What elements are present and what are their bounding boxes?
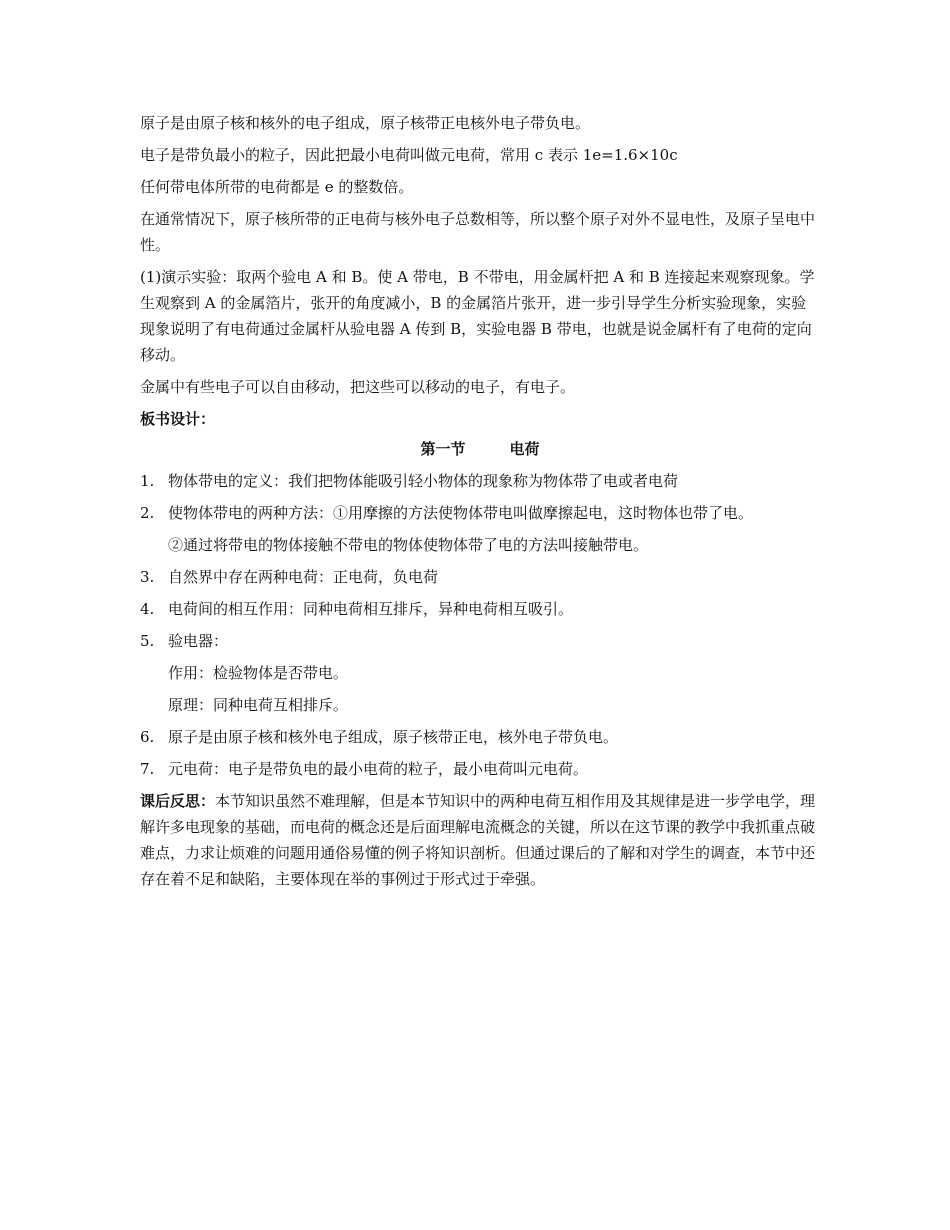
list-item xyxy=(140,724,820,750)
section-number: 第一节 xyxy=(420,440,466,458)
list-number: 5. xyxy=(140,632,155,650)
list-number: 7. xyxy=(140,760,155,778)
list-number: 2. xyxy=(140,504,155,522)
section-title xyxy=(140,436,820,462)
list-item xyxy=(140,468,820,494)
reflection-text: 本节知识虽然不难理解，但是本节知识中的两种电荷互相作用及其规律是进一步学电学，理解许多电现象的基础，而电荷的概念还是后面理解电流概念的关键，所以在这节课的教学中我抓重点破难点，力求让烦难的问题用通俗易懂的例子将知识剖析。但通过课后的了解和对学生的调查，本节中还存在着不足和缺陷，主要体现在举的事例过于形式过于牵强。 xyxy=(140,792,816,888)
board-list xyxy=(140,468,820,782)
list-number: 3. xyxy=(140,568,155,586)
list-item xyxy=(140,596,820,622)
paragraph-integer-multiple: 任何带电体所带的电荷都是 e 的整数倍。 xyxy=(140,178,414,196)
list-item xyxy=(140,756,820,782)
list-item xyxy=(140,564,820,590)
list-number: 4. xyxy=(140,600,155,618)
list-subline: ②通过将带电的物体接触不带电的物体使物体带了电的方法叫接触带电。 xyxy=(168,536,649,554)
list-item xyxy=(140,500,820,558)
list-text: 物体带电的定义：我们把物体能吸引轻小物体的现象称为物体带了电或者电荷 xyxy=(168,472,679,490)
list-text: 使物体带电的两种方法：①用摩擦的方法使物体带电叫做摩擦起电，这时物体也带了电。 xyxy=(168,504,754,522)
list-text: 自然界中存在两种电荷：正电荷，负电荷 xyxy=(168,568,439,586)
list-text: 元电荷：电子是带负电的最小电荷的粒子，最小电荷叫元电荷。 xyxy=(168,760,589,778)
paragraph-free-electrons: 金属中有些电子可以自由移动，把这些可以移动的电子，有电子。 xyxy=(140,378,576,396)
paragraph-atom-structure: 原子是由原子核和核外的电子组成，原子核带正电核外电子带负电。 xyxy=(140,114,591,132)
list-text: 电荷间的相互作用：同种电荷相互排斥，异种电荷相互吸引。 xyxy=(168,600,574,618)
list-text: 原子是由原子核和核外电子组成，原子核带正电，核外电子带负电。 xyxy=(168,728,619,746)
section-topic: 电荷 xyxy=(509,440,540,458)
paragraph-demo-experiment: (1)演示实验：取两个验电 A 和 B。使 A 带电，B 不带电，用金属杆把 A 和 B 连接起来观察现象。学生观察到 A 的金属箔片，张开的角度减小，B 的金属箔片张开，进一步引导学生分析实验现象，实验现象说明了有电荷通过金属杆从验电器 A 传到 B，实验电器 B 带电，也就是说金属杆有了电荷的定向移动。 xyxy=(140,268,815,364)
list-number: 6. xyxy=(140,728,155,746)
document-content xyxy=(140,110,820,898)
paragraph-elementary-charge: 电子是带负最小的粒子，因此把最小电荷叫做元电荷，常用 c 表示 1e=1.6×10c xyxy=(140,146,678,164)
board-design-heading: 板书设计： xyxy=(140,410,216,428)
list-text: 验电器： xyxy=(168,632,229,650)
reflection-paragraph xyxy=(140,788,820,892)
list-number: 1. xyxy=(140,472,155,490)
reflection-label: 课后反思： xyxy=(140,792,216,810)
list-item xyxy=(140,628,820,718)
list-subline: 作用：检验物体是否带电。 xyxy=(168,664,349,682)
list-subline: 原理：同种电荷互相排斥。 xyxy=(168,696,349,714)
paragraph-electric-neutrality: 在通常情况下，原子核所带的正电荷与核外电子总数相等，所以整个原子对外不显电性，及原子呈电中性。 xyxy=(140,210,816,254)
